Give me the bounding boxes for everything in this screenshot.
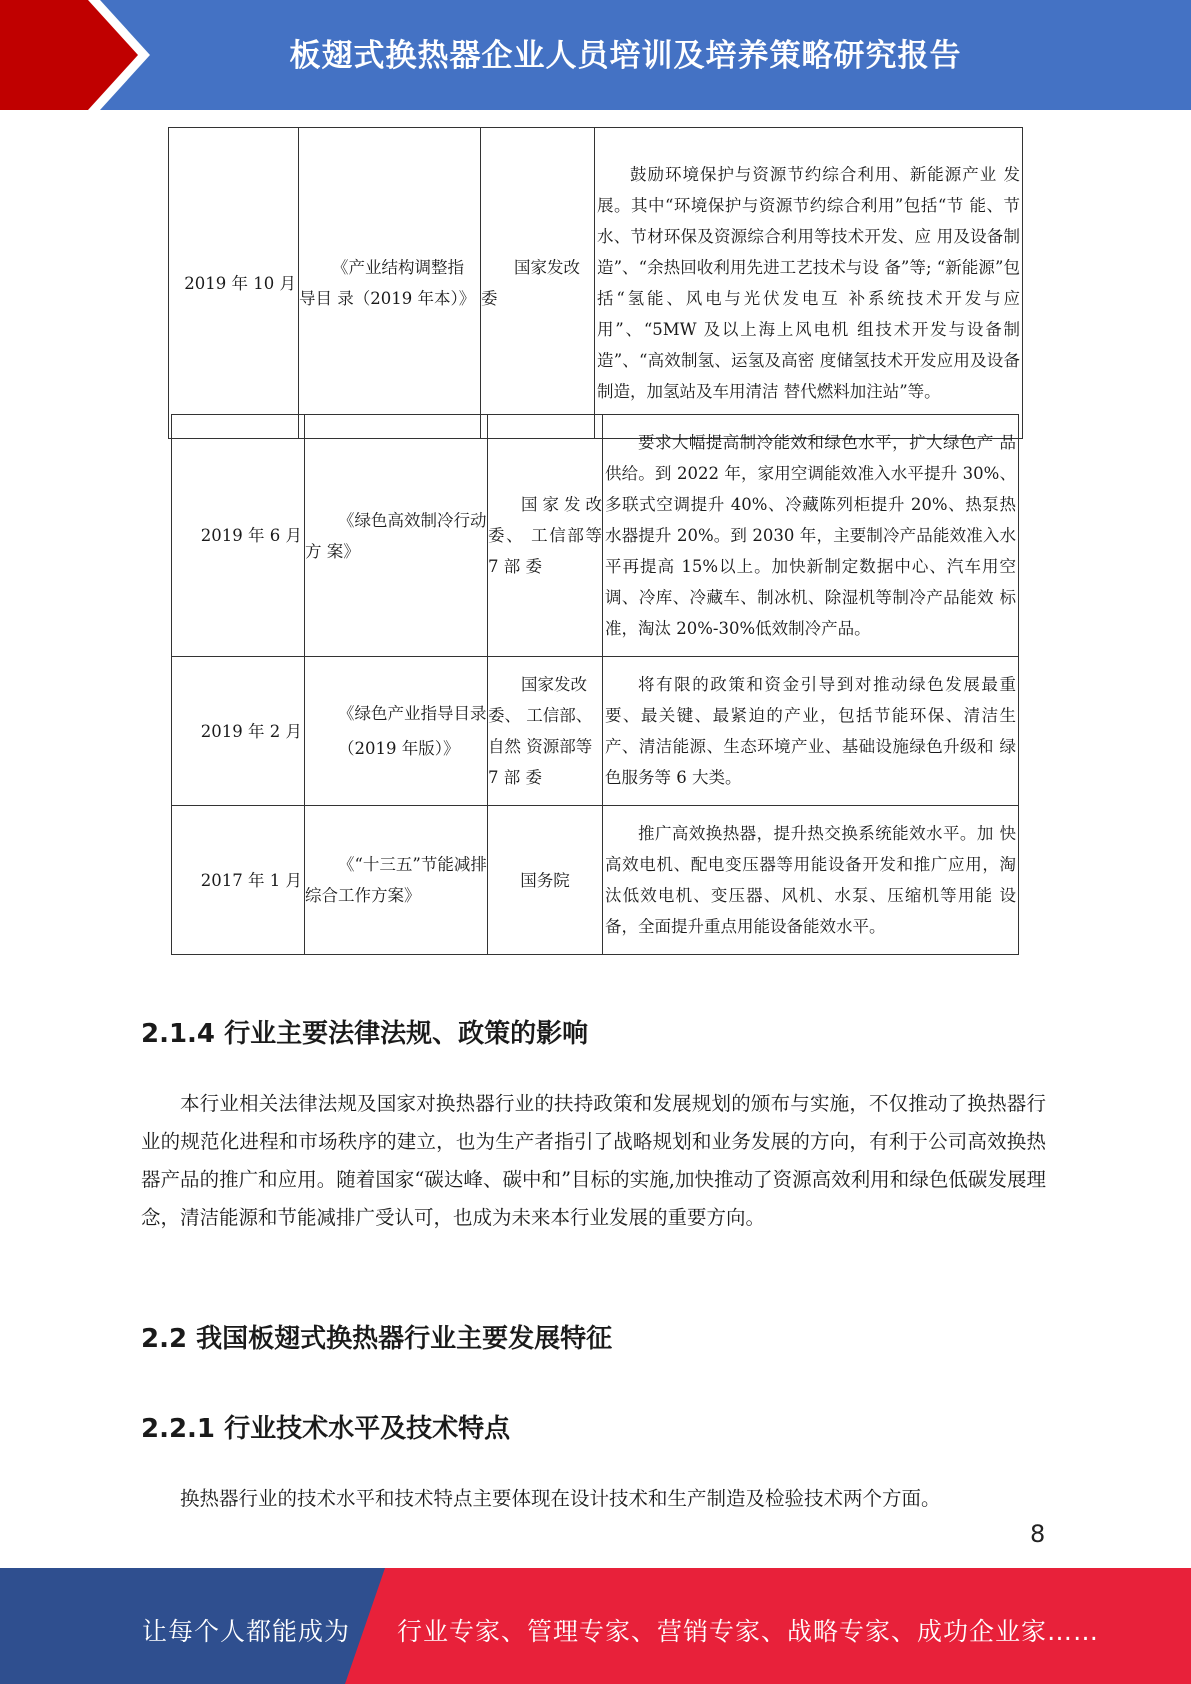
report-title: 板翅式换热器企业人员培训及培养策略研究报告: [289, 38, 962, 74]
table-row: [172, 415, 1019, 657]
policy-date: 2019 年 2 月: [172, 657, 305, 806]
section-heading-2-1-4: 2.1.4 行业主要法律法规、政策的影响: [141, 1019, 589, 1049]
footer-slogan-right: 行业专家、管理专家、营销专家、战略专家、成功企业家……: [397, 1617, 1100, 1646]
policy-department: 国家发改委: [481, 128, 595, 439]
section-heading-2-2-1: 2.2.1 行业技术水平及技术特点: [141, 1414, 511, 1444]
footer-slogan-left: 让每个人都能成为: [142, 1617, 351, 1646]
policy-document: 《“十三五”节能减排 综合工作方案》: [305, 806, 488, 955]
table-row: [172, 657, 1019, 806]
page-header: [0, 0, 1191, 110]
policy-department: 国家发改委、 工信部、自然 资源部等 7 部 委: [488, 657, 603, 806]
policy-document: 《绿色产业指导目录 （2019 年版）》: [305, 657, 488, 806]
policy-date: 2017 年 1 月: [172, 806, 305, 955]
policy-description: 将有限的政策和资金引导到对推动绿色发展最重要、最关键、最紧迫的产业，包括节能环保、清洁生 产、清洁能源、生态环境产业、基础设施绿色升级和 绿色服务等 6 大类。: [603, 657, 1019, 806]
policy-description: 要求大幅提高制冷能效和绿色水平，扩大绿色产 品供给。到 2022 年，家用空调能效准入水平提升 30%、多联式空调提升 40%、冷藏陈列柜提升 20%、热泵热水器提升 20%。到 2030 年，主要制冷产品能效准入水平再提高 15%以上。加快新制定数据中心、汽车用空调、冷库、冷藏车、制冰机、除湿机等制冷产品能效 标准，淘汰 20%-30%低效制冷产品。: [603, 415, 1019, 657]
policy-date: 2019 年 6 月: [172, 415, 305, 657]
table-row: [172, 806, 1019, 955]
policy-department: 国务院: [488, 806, 603, 955]
section-heading-2-2: 2.2 我国板翅式换热器行业主要发展特征: [141, 1324, 613, 1354]
policy-date: 2019 年 10 月: [169, 128, 299, 439]
policy-description: 推广高效换热器，提升热交换系统能效水平。加 快高效电机、配电变压器等用能设备开发和推广应用，淘汰低效电机、变压器、风机、水泵、压缩机等用能 设备，全面提升重点用能设备能效水平。: [603, 806, 1019, 955]
policy-table-part1: [168, 127, 1023, 439]
page-number: 8: [1030, 1520, 1046, 1548]
policy-document: 《绿色高效制冷行动方 案》: [305, 415, 488, 657]
policy-document: 《产业结构调整指导目 录（2019 年本）》: [299, 128, 481, 439]
policy-department: 国家发改委、 工信部等 7 部 委: [488, 415, 603, 657]
section-paragraph-2-2-1: 换热器行业的技术水平和技术特点主要体现在设计技术和生产制造及检验技术两个方面。: [180, 1487, 941, 1510]
page-footer: [0, 1568, 1191, 1684]
table-row: [169, 128, 1023, 439]
policy-description: 鼓励环境保护与资源节约综合利用、新能源产业 发展。其中“环境保护与资源节约综合利用”包括“节 能、节水、节材环保及资源综合利用等技术开发、应 用及设备制造”、“余热回收利用先进工艺技术与设 备”等; “新能源”包括“氢能、风电与光伏发电互 补系统技术开发与应用”、“5MW 及以上海上风电机 组技术开发与设备制造”、“高效制氢、运氢及高密 度储氢技术开发应用及设备制造，加氢站及车用清洁 替代燃料加注站”等。: [595, 128, 1023, 439]
section-paragraph-2-1-4: 本行业相关法律法规及国家对换热器行业的扶持政策和发展规划的颁布与实施，不仅推动了换热器行业的规范化进程和市场秩序的建立，也为生产者指引了战略规划和业务发展的方向，有利于公司高效换热器产品的推广和应用。随着国家“碳达峰、碳中和”目标的实施,加快推动了资源高效利用和绿色低碳发展理念，清洁能源和节能减排广受认可，也成为未来本行业发展的重要方向。: [141, 1092, 1046, 1229]
policy-table-part2: [171, 414, 1019, 955]
